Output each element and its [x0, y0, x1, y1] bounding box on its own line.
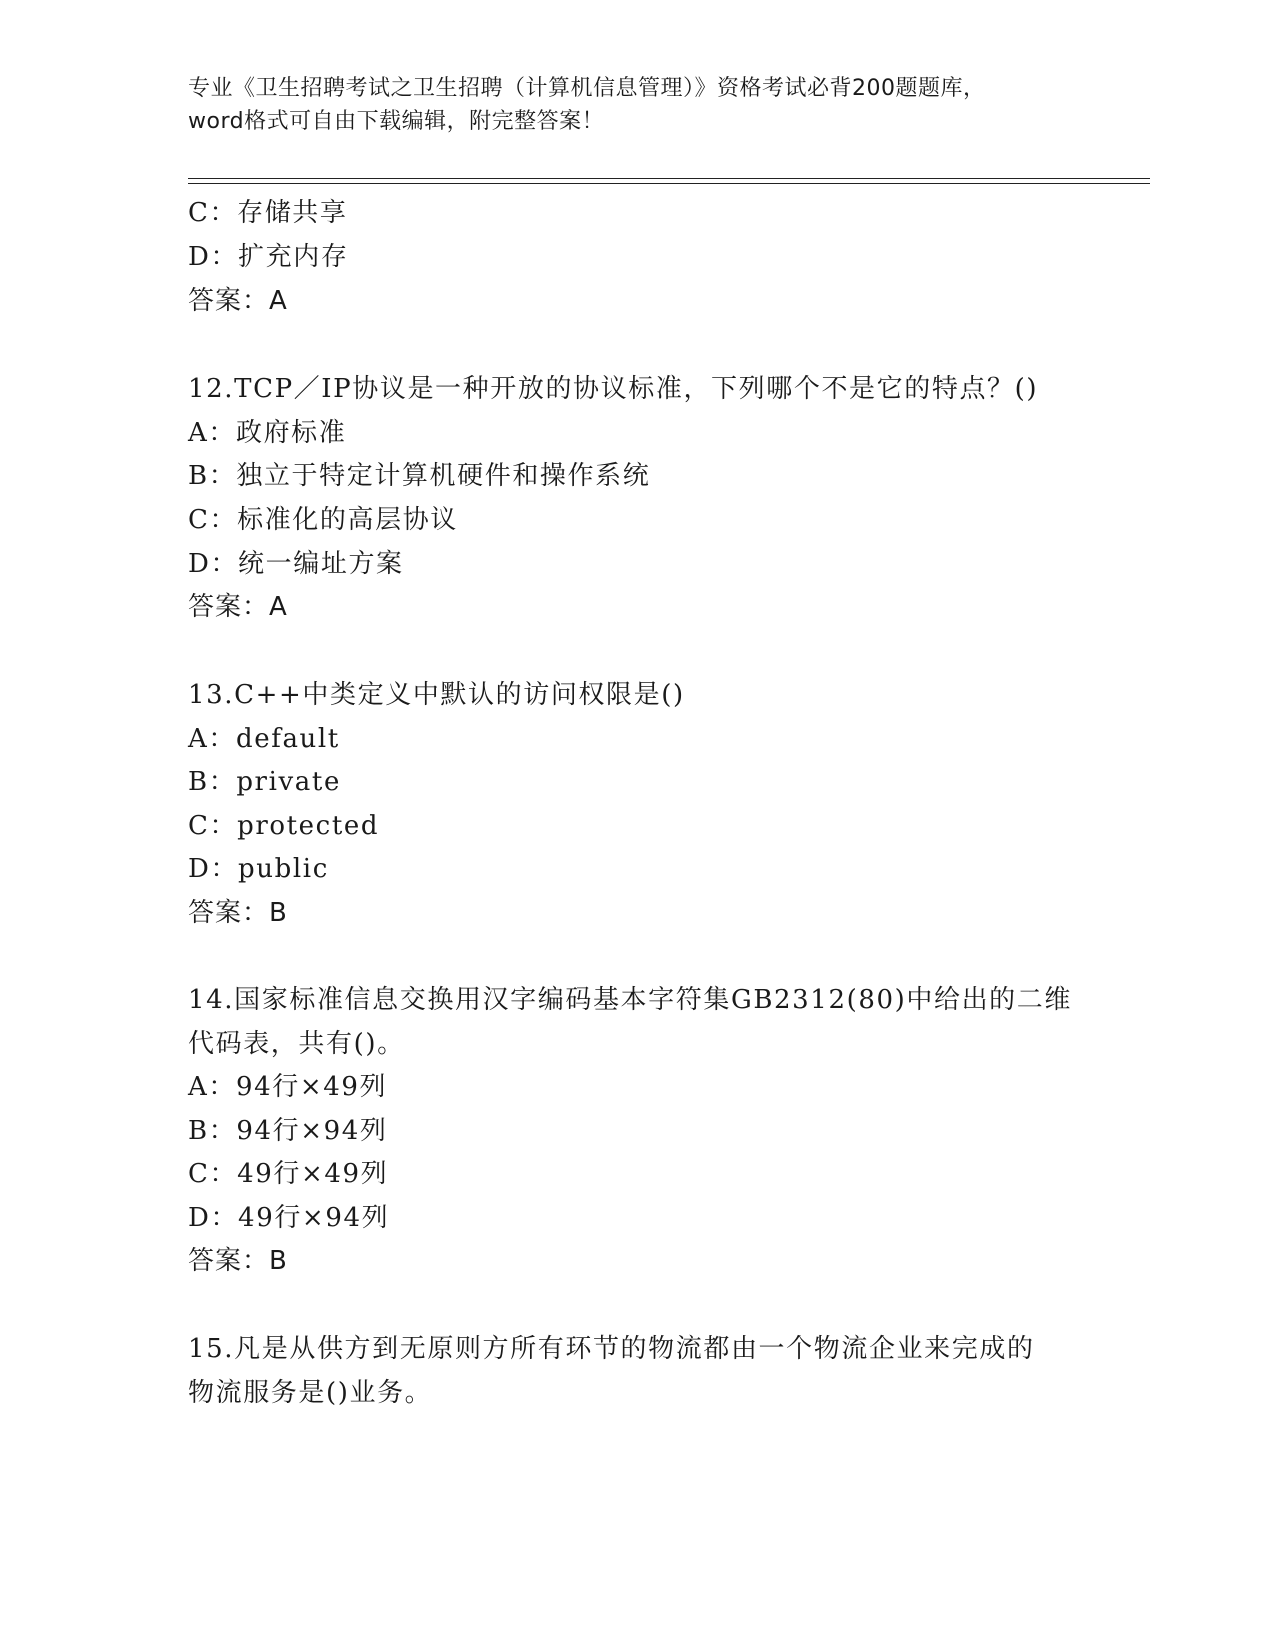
q12-option-c — [188, 503, 458, 537]
option-text: 统一编址方案 — [238, 549, 404, 579]
option-text: 独立于特定计算机硬件和操作系统 — [236, 461, 651, 491]
q12-option-a — [188, 416, 346, 450]
q13-stem: 13.C++中类定义中默认的访问权限是() — [188, 680, 685, 710]
option-text: 标准化的高层协议 — [237, 505, 458, 535]
q14-option-c — [188, 1157, 388, 1191]
q14-option-d — [188, 1201, 389, 1235]
prev-answer: 答案：A — [188, 286, 288, 316]
option-label: A： — [188, 418, 236, 448]
option-label: C： — [188, 1159, 238, 1189]
option-label: C： — [188, 198, 238, 228]
header-line-1: 专业《卫生招聘考试之卫生招聘（计算机信息管理）》资格考试必背200题题库， — [188, 76, 986, 101]
option-label: B： — [188, 461, 237, 491]
option-label: B： — [188, 767, 237, 797]
option-text: 94行×49列 — [235, 1072, 388, 1102]
option-text: 政府标准 — [235, 418, 347, 448]
option-label: D： — [188, 242, 239, 272]
option-label: B： — [188, 1116, 237, 1146]
option-label: C： — [188, 811, 238, 841]
q12-stem: 12.TCP／IP协议是一种开放的协议标准，下列哪个不是它的特点？() — [188, 374, 1039, 404]
option-text: 94行×94列 — [236, 1116, 388, 1146]
option-label: D： — [188, 549, 239, 579]
option-text: private — [236, 767, 341, 797]
option-label: A： — [188, 724, 236, 754]
option-text: 扩充内存 — [238, 242, 349, 272]
option-label: D： — [188, 1203, 239, 1233]
prev-option-d — [188, 240, 348, 274]
q13-option-c — [188, 809, 379, 843]
q14-stem-line-1: 14.国家标准信息交换用汉字编码基本字符集GB2312(80)中给出的二维 — [188, 985, 1072, 1015]
page-header — [188, 72, 1088, 138]
q14-option-b — [188, 1114, 387, 1148]
q12-answer: 答案：A — [188, 592, 288, 622]
header-divider-top — [188, 178, 1150, 179]
q13-option-b — [188, 765, 341, 799]
q14-option-a — [188, 1070, 387, 1104]
option-label: D： — [188, 854, 239, 884]
option-text: public — [238, 854, 329, 884]
header-line-2: word格式可自由下载编辑，附完整答案！ — [188, 109, 605, 134]
option-text: protected — [237, 811, 380, 841]
option-text: 49行×94列 — [238, 1203, 390, 1233]
prev-option-c — [188, 196, 348, 230]
option-text: default — [235, 724, 340, 754]
q13-option-d — [188, 852, 329, 886]
option-text: 49行×49列 — [237, 1159, 389, 1189]
q12-option-d — [188, 547, 404, 581]
option-text: 存储共享 — [237, 198, 348, 228]
q13-answer: 答案：B — [188, 898, 288, 928]
q14-answer: 答案：B — [188, 1246, 288, 1276]
option-label: A： — [188, 1072, 236, 1102]
q13-option-a — [188, 722, 340, 756]
q15-stem-line-2: 物流服务是()业务。 — [188, 1378, 433, 1408]
option-label: C： — [188, 505, 238, 535]
q15-stem-line-1: 15.凡是从供方到无原则方所有环节的物流都由一个物流企业来完成的 — [188, 1334, 1035, 1364]
q14-stem-line-2: 代码表，共有()。 — [188, 1029, 405, 1059]
q12-option-b — [188, 459, 650, 493]
header-divider-bottom — [188, 183, 1150, 184]
